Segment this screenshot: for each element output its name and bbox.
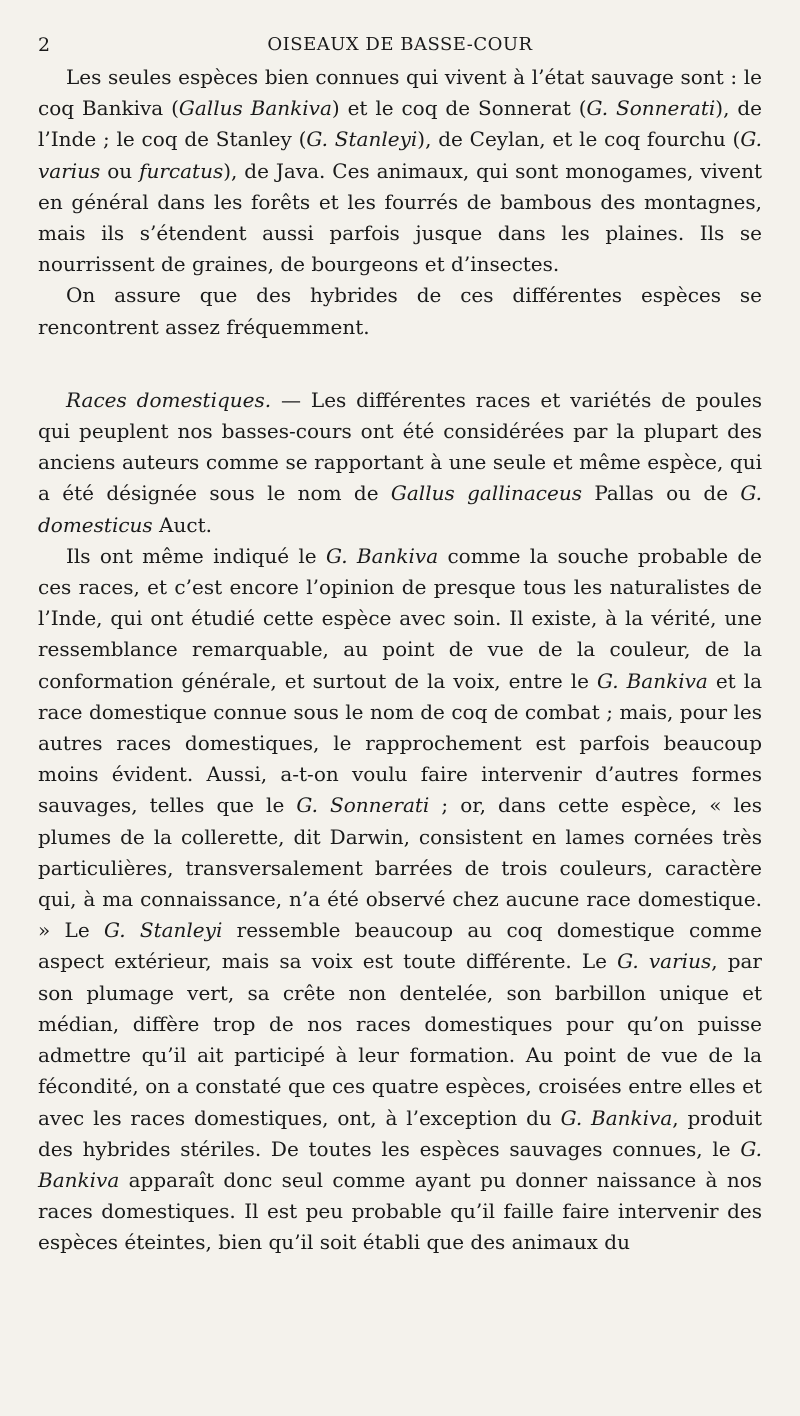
italic-term: Races domestiques. — [66, 387, 272, 412]
text-run: ), de Java. Ces animaux, qui sont monogames, vivent en général dans les forêts et les fourrés de bambous des montagnes, mais ils s’étendent aussi parfois jusque dans les plaines. Ils se nourrissent de graines, de bourgeons et d’insectes. — [38, 158, 762, 277]
text-run: ; or, dans cette espèce, « les plumes de la collerette, dit Darwin, consistent en lames cornées très particulières, transversalement barrées de trois couleurs, caractère qui, à ma connaissance, n’a été observé chez aucune race domestique. » Le — [38, 793, 762, 943]
text-run: Pallas ou de — [581, 481, 741, 506]
text-run: apparaît donc seul comme ayant pu donner naissance à nos races domestiques. Il est peu probable qu’il faille faire intervenir des espèces éteintes, bien qu’il soit établi que des animaux du — [38, 1167, 762, 1255]
italic-term: G. Bankiva — [560, 1105, 673, 1130]
italic-term: G. domesticus — [38, 481, 762, 537]
italic-term: Gallus Bankiva — [178, 96, 332, 121]
paragraph — [38, 62, 762, 280]
italic-term: G. Stanleyi — [103, 918, 223, 943]
text-run: — Les différentes races et variétés de poules qui peuplent nos basses-cours ont été considérées par la plupart des anciens auteurs comme se rapportant à une seule et même espèce, qui a été désignée sous le nom de — [38, 387, 762, 506]
page-number: 2 — [38, 34, 51, 56]
italic-term: G. Stanleyi — [306, 127, 418, 152]
body-text — [38, 62, 762, 1259]
text-run: , par son plumage vert, sa crête non dentelée, son barbillon unique et médian, diffère trop de nos races domestiques pour qu’on puisse admettre qu’il ait participé à leur formation. Au point de vue de la fécondité, on a constaté que ces quatre espèces, croisées entre elles et avec les races domestiques, ont, à l’exception du — [38, 949, 762, 1130]
text-run: ), de Ceylan, et le coq fourchu ( — [417, 127, 741, 152]
italic-term: G. Bankiva — [596, 668, 708, 693]
text-run: ), de l’Inde ; le coq de Stanley ( — [38, 96, 762, 152]
text-run: et la race domestique connue sous le nom de coq de combat ; mais, pour les autres races domestiques, le rapprochement est parfois beaucoup moins évident. Aussi, a-t-on voulu faire intervenir d’autres formes sauvages, telles que le — [38, 668, 762, 818]
italic-term: G. Sonnerati — [296, 793, 430, 818]
italic-term: G. Sonnerati — [586, 96, 716, 121]
italic-term: G. Bankiva — [38, 1136, 762, 1192]
italic-term: G. varius — [38, 127, 762, 183]
paragraph — [38, 385, 762, 541]
italic-term: G. Bankiva — [325, 543, 439, 568]
text-run: Les seules espèces bien connues qui vivent à l’état sauvage sont : le coq Bankiva ( — [38, 65, 762, 121]
paragraph — [38, 541, 762, 1259]
text-run: ) et le coq de Sonnerat ( — [331, 96, 587, 121]
text-run: , produit des hybrides stériles. De toutes les espèces sauvages connues, le — [38, 1105, 762, 1161]
text-run: Ils ont même indiqué le — [66, 543, 326, 568]
text-run: On assure que des hybrides de ces différentes espèces se rencontrent assez fréquemment. — [38, 283, 762, 339]
text-run: ressemble beaucoup au coq domestique comme aspect extérieur, mais sa voix est toute différente. Le — [38, 918, 762, 974]
italic-term: furcatus — [139, 158, 224, 183]
text-run: comme la souche probable de ces races, et c’est encore l’opinion de presque tous les naturalistes de l’Inde, qui ont étudié cette espèce avec soin. Il existe, à la vérité, une ressemblance remarquable, au point de vue de la couleur, de la conformation générale, et surtout de la voix, entre le — [38, 543, 763, 693]
running-title: OISEAUX DE BASSE-COUR — [267, 34, 533, 55]
page-header — [38, 30, 762, 62]
text-run: Auct. — [152, 512, 212, 537]
paragraph — [38, 280, 762, 342]
italic-term: G. varius — [617, 949, 712, 974]
italic-term: Gallus gallinaceus — [390, 481, 582, 506]
text-run: ou — [100, 158, 140, 183]
